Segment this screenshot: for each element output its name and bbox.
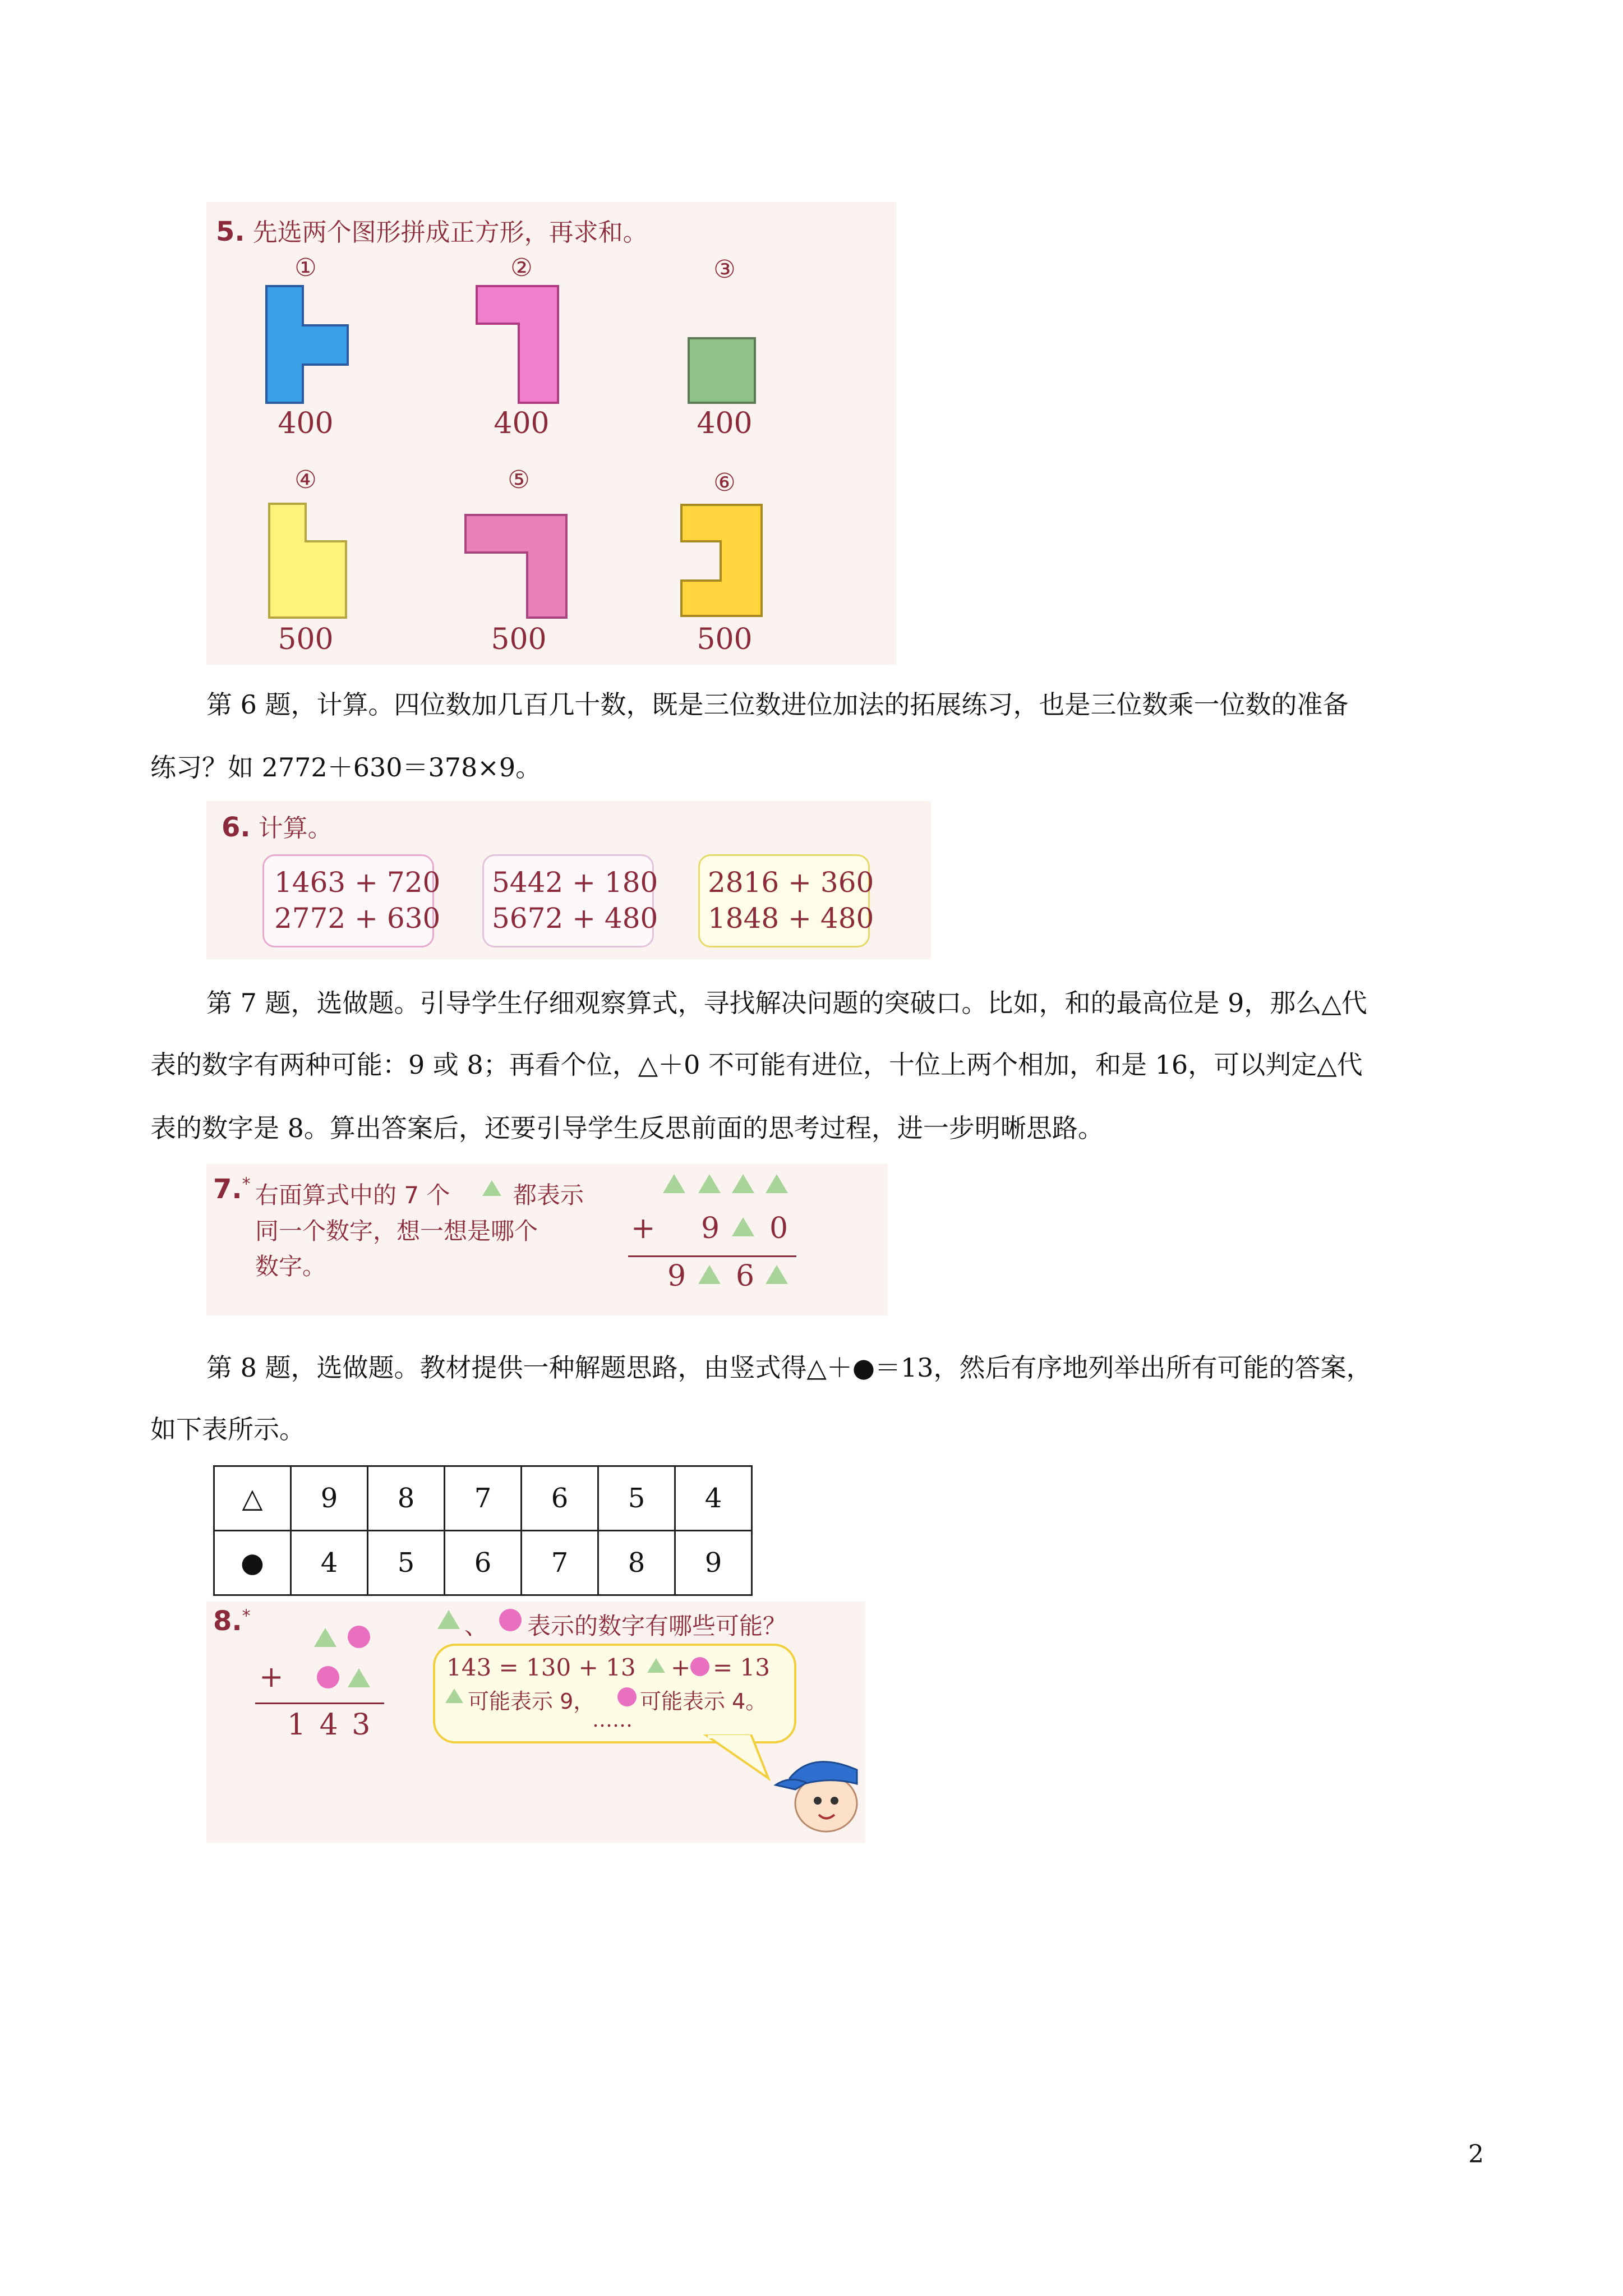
table-cell: 4 [291,1531,368,1595]
ex7-digit: 9 [701,1212,720,1245]
shape-1-label: ① [294,254,317,282]
shape-6-label: ⑥ [713,468,736,497]
calc-2-2: 5672 + 480 [492,902,658,935]
table-cell: 7 [522,1531,598,1595]
circle-icon [348,1626,370,1648]
shape-6-value: 500 [697,623,753,656]
exercise-7-title: 7.* [213,1174,251,1205]
page-number: 2 [1468,2140,1484,2169]
triangle-icon [348,1668,370,1687]
ex7-plus-sign: + [631,1212,656,1245]
triangle-icon [766,1174,788,1193]
para8-line2: 如下表所示。 [150,1414,305,1444]
triangle-icon [647,1658,665,1673]
calc-3-2: 1848 + 480 [708,902,874,935]
shape-1-value: 400 [278,407,334,440]
ex7-line1a: 右面算式中的 7 个 [255,1181,450,1209]
table-cell: 5 [368,1531,445,1595]
shape-3-value: 400 [697,407,753,440]
ex7-line1b: 都表示 [513,1181,584,1209]
bubble-line2b: 可能表示 4。 [640,1689,767,1714]
calc-group-3 [698,854,874,947]
triangle-icon [732,1174,754,1193]
para8-line1: 第 8 题，选做题。教材提供一种解题思路，由竖式得△＋●＝13，然后有序地列举出所有可能的答案， [206,1352,1372,1383]
ex7-digit: 6 [736,1259,755,1293]
exercise-8-title: 8.* [213,1605,251,1637]
shape-2-value: 400 [494,407,550,440]
table-cell: 4 [675,1466,752,1531]
table-cell: 6 [522,1466,598,1531]
ex7-line2: 同一个数字，想一想是哪个 [255,1217,538,1245]
exercise-5-title: 5. 先选两个图形拼成正方形，再求和。 [216,216,648,247]
table-cell: 9 [675,1531,752,1595]
para6-line2: 练习？如 2772＋630＝378×9。 [150,752,542,783]
para6-line1: 第 6 题，计算。四位数加几百几十数，既是三位数进位加法的拓展练习，也是三位数乘一位数的准备 [206,689,1349,720]
calc-1-1: 1463 + 720 [274,866,441,899]
ex8-sum-line [255,1703,384,1704]
speech-bubble [433,1644,796,1743]
bubble-line1c: = 13 [713,1654,770,1681]
bubble-line1a: 143 = 130 + 13 [446,1654,636,1681]
triangle-icon [766,1265,788,1284]
table-cell: 8 [598,1531,675,1595]
table-cell: 7 [445,1466,522,1531]
circle-icon [617,1687,637,1706]
bubble-line3: …… [592,1709,633,1732]
shape-3-label: ③ [713,255,736,284]
ex7-line3: 数字。 [255,1253,326,1280]
shape-4-label: ④ [294,466,317,494]
triangle-icon [663,1174,685,1193]
ex8-plus-sign: + [259,1660,284,1694]
ex7-sum-line [628,1255,796,1257]
bubble-line1b: + [671,1654,691,1681]
table-cell: ● [214,1531,291,1595]
shape-1-figure [264,283,353,407]
circle-icon [317,1666,339,1688]
ex8-sum: 1 4 3 [287,1708,373,1742]
shape-6-figure [679,502,768,620]
triangle-icon [437,1610,460,1629]
circle-icon [690,1657,709,1676]
shape-5-label: ⑤ [508,466,530,494]
calc-group-2 [482,854,658,947]
triangle-icon [445,1688,463,1703]
table-cell: 5 [598,1466,675,1531]
triangle-icon [482,1180,501,1196]
shape-5-figure [463,512,572,622]
table-cell: 9 [291,1466,368,1531]
table-cell: 8 [368,1466,445,1531]
calc-3-1: 2816 + 360 [708,866,874,899]
cartoon-boy-icon [773,1745,868,1834]
triangle-icon [698,1174,721,1193]
calc-2-1: 5442 + 180 [492,866,658,899]
table-cell: △ [214,1466,291,1531]
para7-line3: 表的数字是 8。算出答案后，还要引导学生反思前面的思考过程，进一步明晰思路。 [150,1113,1104,1143]
triangle-icon [314,1628,336,1647]
ex8-question-sep: 、 [464,1612,488,1640]
shape-2-figure [474,283,564,407]
answer-table [213,1465,753,1596]
triangle-icon [732,1217,754,1236]
shape-5-value: 500 [491,623,547,656]
table-row [214,1531,752,1595]
ex7-digit: 9 [667,1259,686,1293]
table-row [214,1466,752,1531]
calc-1-2: 2772 + 630 [274,902,441,935]
para7-line1: 第 7 题，选做题。引导学生仔细观察算式，寻找解决问题的突破口。比如，和的最高位是 9，那么△代 [206,988,1367,1018]
ex7-digit: 0 [769,1212,789,1245]
para7-line2: 表的数字有两种可能：9 或 8；再看个位，△＋0 不可能有进位，十位上两个相加，和是 16，可以判定△代 [150,1050,1363,1080]
exercise-6-title: 6. 计算。 [222,812,333,843]
ex8-question: 表示的数字有哪些可能？ [527,1612,787,1640]
circle-icon [499,1609,522,1631]
triangle-icon [698,1265,721,1284]
calc-group-1 [262,854,441,947]
shape-4-figure [266,501,351,622]
speech-bubble-tail [701,1733,774,1784]
table-cell: 6 [445,1531,522,1595]
shape-4-value: 500 [278,623,334,656]
shape-3-figure [687,337,760,407]
bubble-line2a: 可能表示 9， [468,1689,595,1714]
shape-2-label: ② [510,254,533,282]
